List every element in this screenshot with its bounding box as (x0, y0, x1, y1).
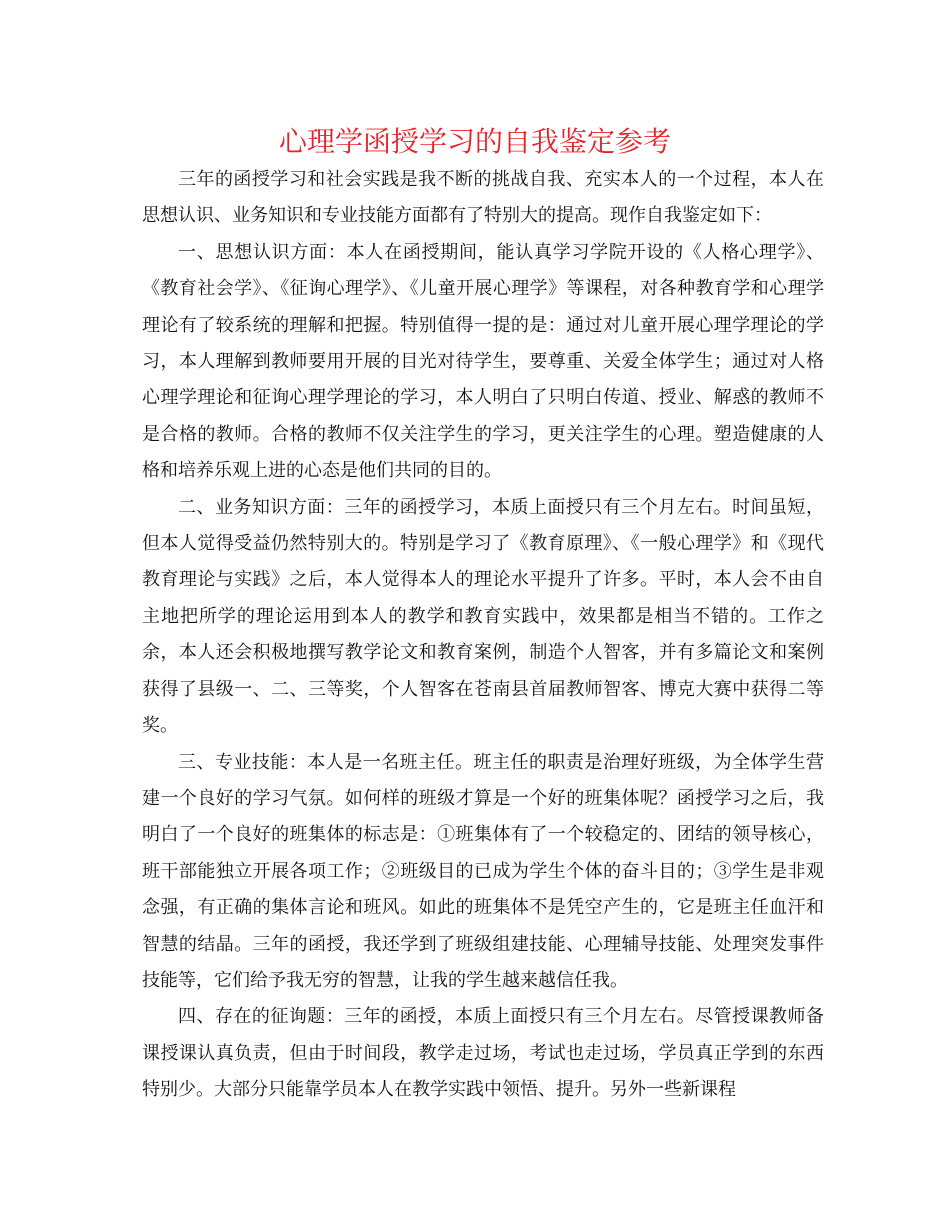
paragraph-skills: 三、专业技能：本人是一名班主任。班主任的职责是治理好班级，为全体学生营建一个良好的学习气氛。如何样的班级才算是一个好的班集体呢？函授学习之后，我明白了一个良好的班集体的标志是：①班集体有了一个较稳定的、团结的领导核心，班干部能独立开展各项工作；②班级目的已成为学生个体的奋斗目的；③学生是非观念强，有正确的集体言论和班风。如此的班集体不是凭空产生的，它是班主任血汗和智慧的结晶。三年的函授，我还学到了班级组建技能、心理辅导技能、处理突发事件技能等，它们给予我无穷的智慧，让我的学生越来越信任我。 (142, 751, 824, 991)
paragraph-problems: 四、存在的征询题：三年的函授，本质上面授只有三个月左右。尽管授课教师备课授课认真负责，但由于时间段，教学走过场，考试也走过场，学员真正学到的东西特别少。大部分只能靠学员本人在教学实践中领悟、提升。另外一些新课程 (142, 1006, 824, 1101)
paragraph-intro: 三年的函授学习和社会实践是我不断的挑战自我、充实本人的一个过程，本人在思想认识、业务知识和专业技能方面都有了特别大的提高。现作自我鉴定如下： (142, 169, 824, 227)
paragraph-knowledge: 二、业务知识方面：三年的函授学习，本质上面授只有三个月左右。时间虽短，但本人觉得受益仍然特别大的。特别是学习了《教育原理》、《一般心理学》和《现代教育理论与实践》之后，本人觉得本人的理论水平提升了许多。平时，本人会不由自主地把所学的理论运用到本人的教学和教育实践中，效果都是相当不错的。工作之余，本人还会积极地撰写教学论文和教育案例，制造个人智客，并有多篇论文和案例获得了县级一、二、三等奖，个人智客在苍南县首届教师智客、博克大赛中获得二等奖。 (142, 496, 824, 737)
paragraph-ideology: 一、思想认识方面：本人在函授期间，能认真学习学院开设的《人格心理学》、《教育社会学》、《征询心理学》、《儿童开展心理学》等课程，对各种教育学和心理学理论有了较系统的理解和把握。特别值得一提的是：通过对儿童开展心理学理论的学习，本人理解到教师要用开展的目光对待学生，要尊重、关爱全体学生；通过对人格心理学理论和征询心理学理论的学习，本人明白了只明白传道、授业、解惑的教师不是合格的教师。合格的教师不仅关注学生的学习，更关注学生的心理。塑造健康的人格和培养乐观上进的心态是他们共同的目的。 (142, 241, 824, 482)
document-title: 心理学函授学习的自我鉴定参考 (278, 125, 671, 158)
document-body (142, 162, 824, 1109)
